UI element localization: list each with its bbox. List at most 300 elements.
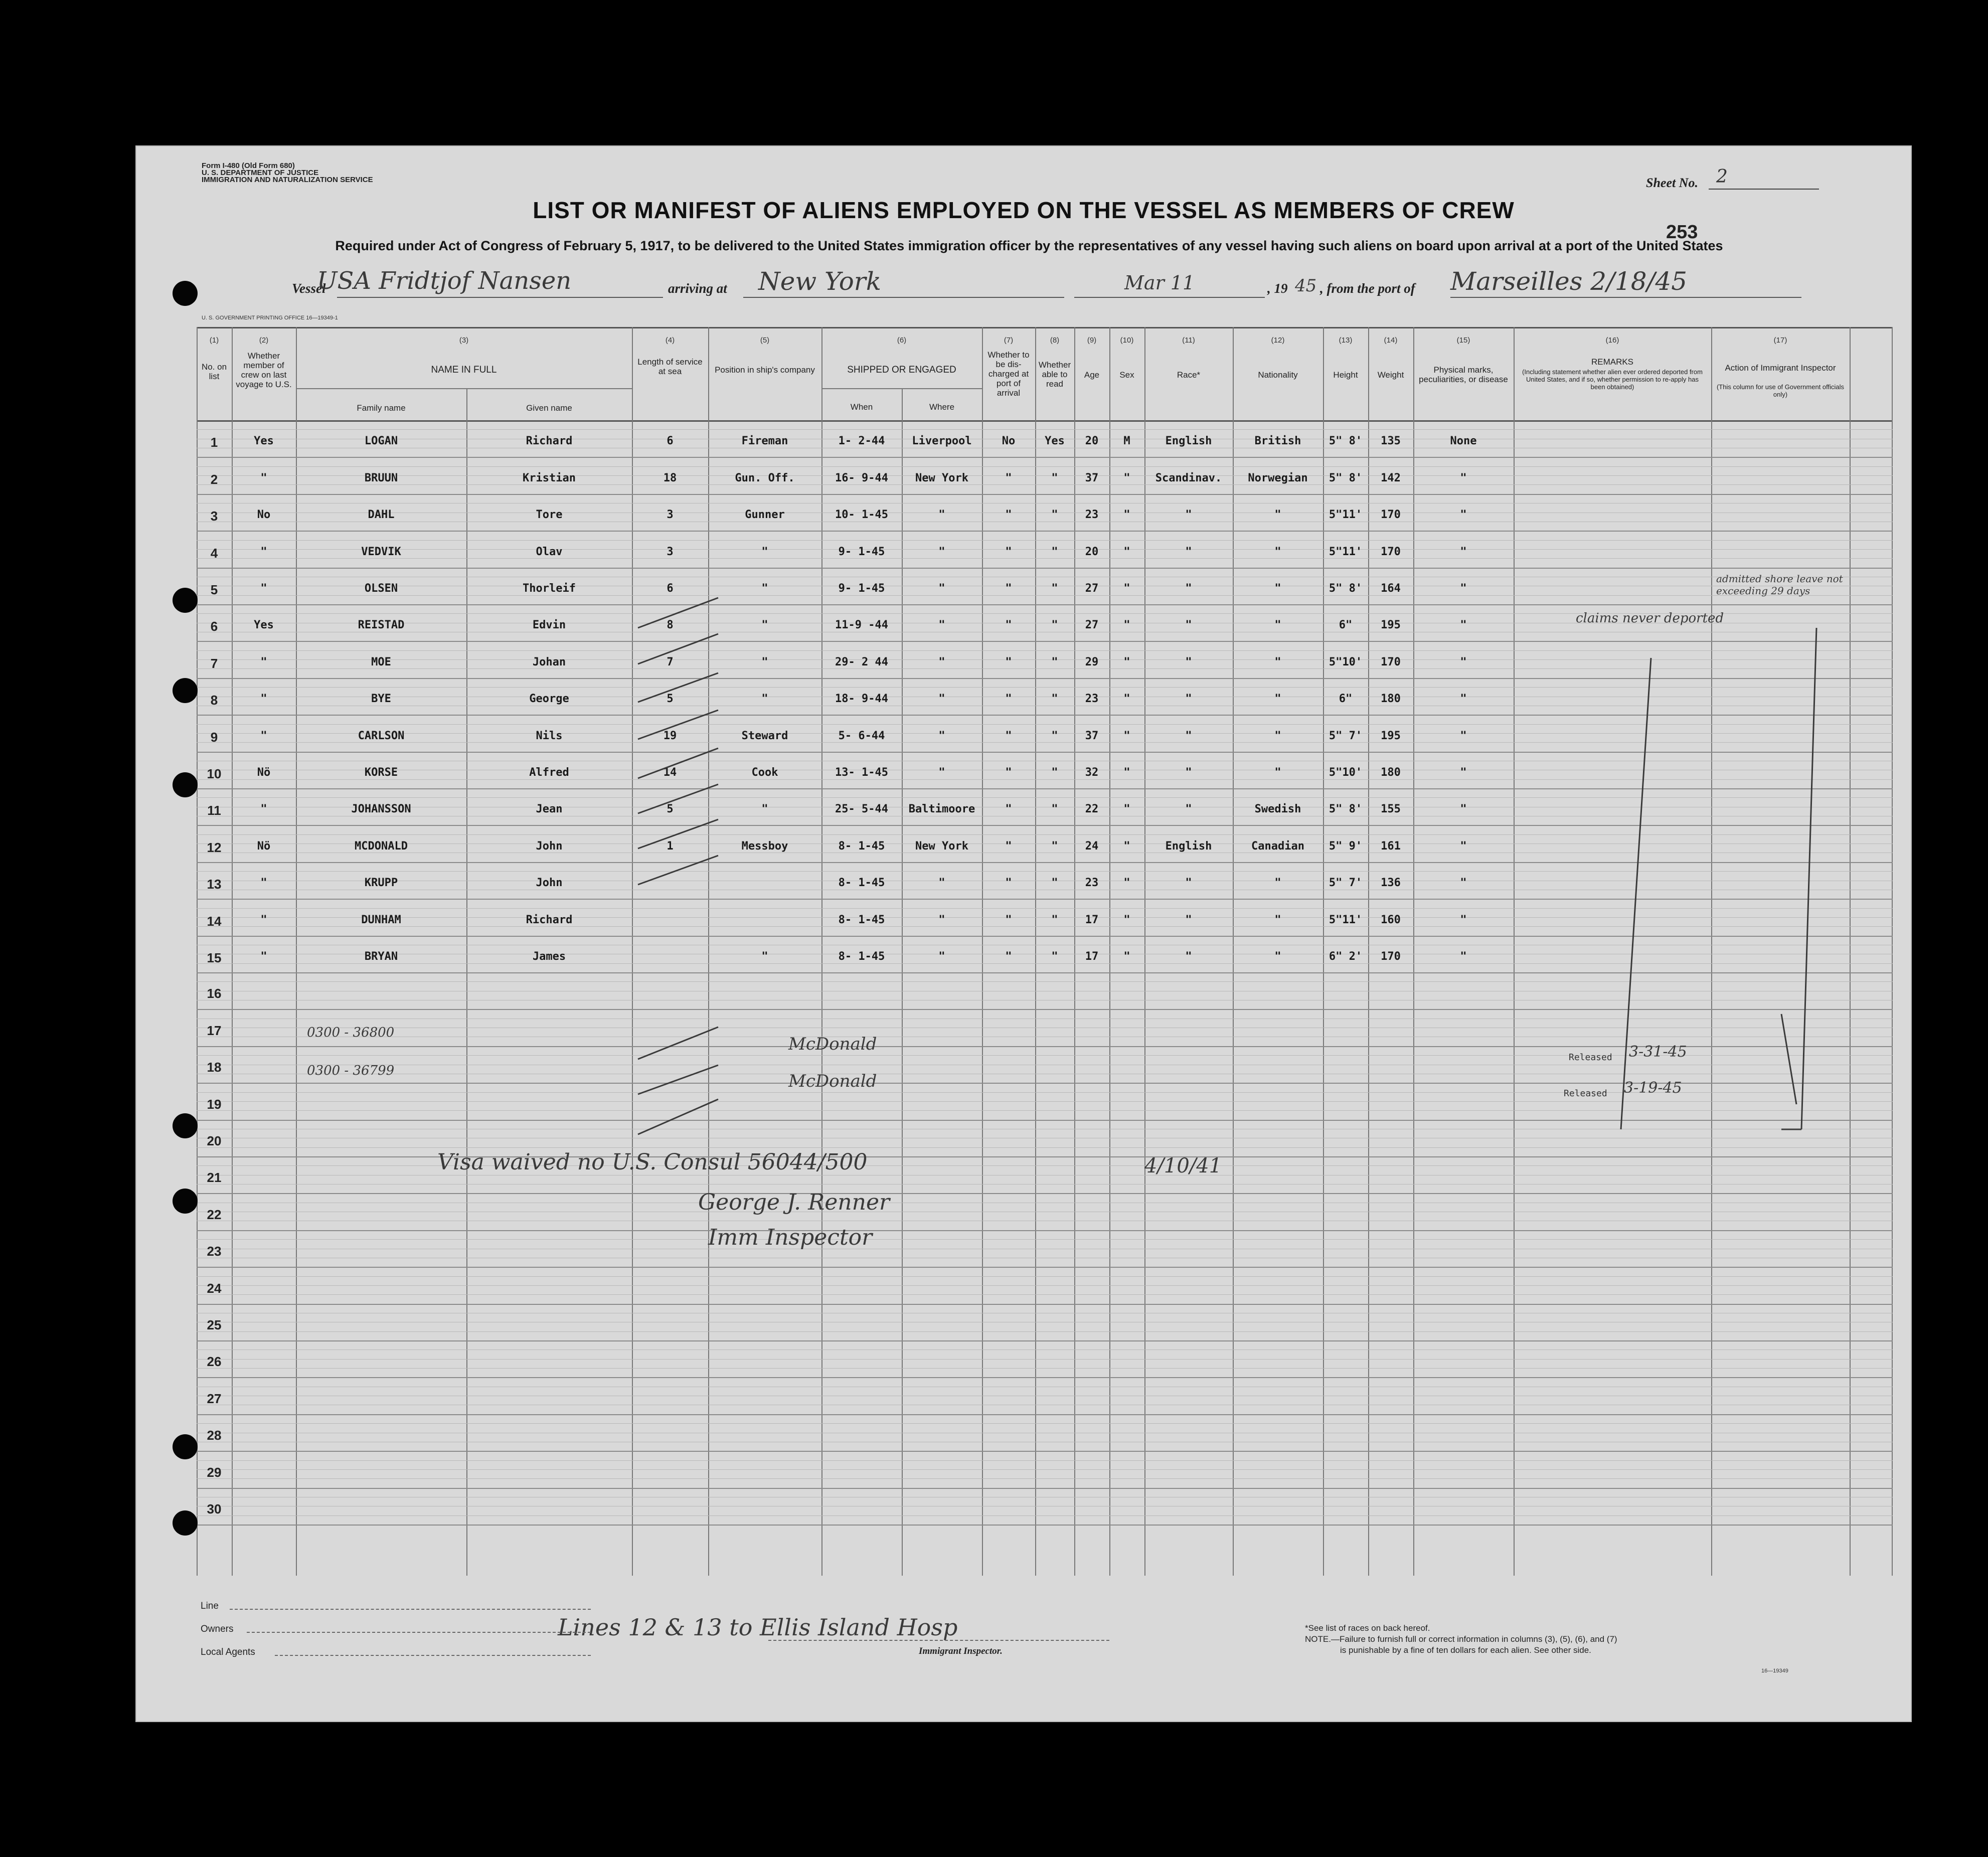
able-to-read: Yes [1045,435,1065,448]
length-of-service: 19 [663,729,677,742]
col-num: (5) [760,336,770,345]
vessel-label: Vessel [292,281,326,296]
header-sex: Sex [1119,370,1134,380]
age: 37 [1085,471,1099,484]
shipped-where: " [938,877,945,890]
header-remarks: REMARKS [1591,357,1634,367]
shipped-where: New York [915,471,968,484]
last-voyage: Nö [257,766,271,779]
nationality: " [1274,877,1281,890]
form-number: Form I-480 (Old Form 680) [202,161,295,170]
able-to-read: " [1051,545,1058,558]
col-num: (14) [1384,336,1398,345]
age: 17 [1085,913,1099,926]
row-number: 22 [207,1207,222,1222]
row-number: 1 [210,435,218,450]
given-name: Richard [526,435,573,448]
family-name: KRUPP [364,877,398,890]
age: 20 [1085,545,1099,558]
family-name: BRUUN [364,471,398,484]
family-name: REISTAD [358,619,405,632]
physical-marks: " [1460,729,1467,742]
shipped-where: Liverpool [912,435,972,448]
row-number: 7 [210,655,218,671]
row-number: 6 [210,619,218,634]
sex: " [1123,619,1130,632]
height: 5" 7' [1329,729,1363,742]
able-to-read: " [1051,619,1058,632]
physical-marks: " [1460,766,1467,779]
physical-marks: " [1460,913,1467,926]
col-num: (7) [1004,336,1014,345]
given-name: George [529,693,569,706]
last-voyage: No [257,509,271,522]
printing-office: U. S. GOVERNMENT PRINTING OFFICE 16—19349-1 [202,315,338,321]
col-num: (17) [1773,336,1787,345]
shipped-when: 8- 1-45 [838,877,885,890]
family-name: KORSE [364,766,398,779]
weight: 180 [1381,693,1401,706]
row-number: 11 [207,803,221,818]
punch-hole [173,772,198,797]
footer-agents-blank [275,1655,591,1656]
weight: 164 [1381,582,1401,595]
released-label-14: Released [1564,1088,1607,1099]
discharged: " [1005,693,1012,706]
shipped-where: " [938,729,945,742]
row-number: 14 [207,913,222,929]
race: " [1185,877,1192,890]
sex: " [1123,803,1130,816]
row-number: 13 [207,877,222,892]
pen-strokes [197,327,1893,1576]
header-name-in-full: NAME IN FULL [431,365,497,375]
length-of-service: 5 [667,803,674,816]
action-handwritten: admitted shore leave not exceeding 29 days [1716,573,1843,597]
service: IMMIGRATION AND NATURALIZATION SERVICE [202,176,373,184]
family-name: DAHL [368,509,395,522]
footer-inspector-label: Immigrant Inspector. [919,1646,1003,1656]
shipped-when: 8- 1-45 [838,839,885,853]
header-weight: Weight [1377,370,1404,380]
discharged: " [1005,545,1012,558]
header-where: Where [929,402,955,412]
given-name: John [536,877,563,890]
last-voyage: " [260,729,267,742]
col-num: (12) [1271,336,1285,345]
weight: 160 [1381,913,1401,926]
nationality: " [1274,913,1281,926]
row-number: 2 [210,471,218,487]
inspector-title: Imm Inspector [708,1225,873,1250]
row-number: 4 [210,545,218,561]
race: " [1185,509,1192,522]
family-name: MCDONALD [355,839,408,853]
physical-marks: " [1460,839,1467,853]
header-race: Race* [1177,370,1201,380]
punch-hole [173,1434,198,1459]
family-name: MOE [371,655,391,668]
weight: 180 [1381,766,1401,779]
col-num: (16) [1605,336,1619,345]
discharged: " [1005,839,1012,853]
able-to-read: " [1051,803,1058,816]
position: " [761,693,768,706]
nationality: Norwegian [1248,471,1308,484]
given-name: James [532,950,566,963]
header-no-on-list: No. on list [201,362,227,381]
header-family-name: Family name [357,403,406,413]
race: " [1185,655,1192,668]
last-voyage: " [260,471,267,484]
height: 6" [1339,619,1353,632]
race: English [1165,435,1212,448]
row-number: 8 [210,693,218,708]
height: 5" 7' [1329,877,1363,890]
shipped-when: 9- 1-45 [838,545,885,558]
weight: 161 [1381,839,1401,853]
shipped-where: " [938,766,945,779]
height: 5" 9' [1329,839,1363,853]
nationality: British [1254,435,1301,448]
row-number: 20 [207,1133,222,1148]
discharged: " [1005,766,1012,779]
position: " [761,803,768,816]
age: 22 [1085,803,1099,816]
shipped-when: 9- 1-45 [838,582,885,595]
shipped-when: 10- 1-45 [835,509,888,522]
row-number: 16 [207,986,222,1001]
col-num: (8) [1050,336,1060,345]
footer-line-blank [230,1609,591,1610]
given-name: Thorleif [523,582,576,595]
position: " [761,950,768,963]
physical-marks: " [1460,582,1467,595]
able-to-read: " [1051,582,1058,595]
shipped-where: New York [915,839,968,853]
punch-hole [173,1113,198,1138]
footer-agents-label: Local Agents [201,1647,255,1657]
year-label: , 19 [1267,281,1288,296]
header-able-to-read: Whether able to read [1038,360,1071,389]
nationality: " [1274,729,1281,742]
weight: 155 [1381,803,1401,816]
header-shipped-engaged: SHIPPED OR ENGAGED [847,365,956,375]
physical-marks: " [1460,655,1467,668]
discharged: " [1005,950,1012,963]
shipped-when: 11-9 -44 [835,619,888,632]
inspector-signature: George J. Renner [698,1190,890,1215]
visa-date: 4/10/41 [1144,1154,1222,1177]
row-number: 5 [210,582,218,597]
physical-marks: " [1460,545,1467,558]
row-number: 21 [207,1170,222,1186]
race: " [1185,582,1192,595]
shipped-when: 29- 2 44 [835,655,888,668]
vessel-name: USA Fridtjof Nansen [317,267,572,295]
length-of-service: 8 [667,619,674,632]
row-number: 28 [207,1428,222,1443]
family-name: VEDVIK [361,545,401,558]
row-number: 26 [207,1354,222,1370]
row-number: 30 [207,1501,222,1516]
given-name: Johan [532,655,566,668]
row-number: 3 [210,509,218,524]
given-name: Richard [526,913,573,926]
able-to-read: " [1051,839,1058,853]
row-number: 23 [207,1244,222,1259]
position: " [761,545,768,558]
family-name: OLSEN [364,582,398,595]
row-number: 18 [207,1060,222,1075]
race: English [1165,839,1212,853]
height: 5" 8' [1329,435,1363,448]
shipped-where: " [938,619,945,632]
header-nationality: Nationality [1258,370,1298,380]
given-name: Nils [536,729,563,742]
sex: " [1123,877,1130,890]
weight: 135 [1381,435,1401,448]
age: 23 [1085,693,1099,706]
height: 5"10' [1329,655,1363,668]
remark-handwritten: claims never deported [1576,611,1724,626]
footer-owners-blank [247,1632,591,1633]
given-name: Alfred [529,766,569,779]
age: 32 [1085,766,1099,779]
arriving-label: arriving at [668,281,727,296]
discharged: " [1005,582,1012,595]
shipped-when: 8- 1-45 [838,913,885,926]
last-voyage: " [260,950,267,963]
nationality: " [1274,655,1281,668]
physical-marks: None [1450,435,1477,448]
nationality: " [1274,509,1281,522]
discharged: " [1005,655,1012,668]
height: 5" 8' [1329,803,1363,816]
height: 5" 8' [1329,471,1363,484]
released-date-13: 3-31-45 [1629,1043,1687,1061]
weight: 142 [1381,471,1401,484]
sex: " [1123,582,1130,595]
last-voyage: " [260,913,267,926]
length-of-service: 3 [667,509,674,522]
arriving-at: New York [758,267,881,296]
punch-hole [173,588,198,613]
race: " [1185,545,1192,558]
row-number: 9 [210,729,218,745]
sex: " [1123,729,1130,742]
footer-line-label: Line [201,1601,219,1611]
shipped-where: " [938,913,945,926]
race: " [1185,913,1192,926]
able-to-read: " [1051,693,1058,706]
footer-note-1: NOTE.—Failure to furnish full or correct information in columns (3), (5), (6), and (7) [1305,1634,1617,1644]
from-port: Marseilles 2/18/45 [1450,267,1688,296]
given-name: Tore [536,509,563,522]
sex: " [1123,655,1130,668]
nationality: Canadian [1251,839,1304,853]
mcdonald-13: McDonald [788,1034,877,1054]
bottom-handwritten-note: Lines 12 & 13 to Ellis Island Hosp [558,1614,958,1641]
header-given-name: Given name [526,403,572,413]
family-name: DUNHAM [361,913,401,926]
shipped-where: Baltimoore [908,803,975,816]
header-age: Age [1084,370,1100,380]
height: 5"11' [1329,913,1363,926]
given-name: Kristian [523,471,576,484]
races-note: *See list of races on back hereof. [1305,1623,1430,1633]
physical-marks: " [1460,693,1467,706]
row-number: 12 [207,839,222,855]
nationality: " [1274,545,1281,558]
sex: M [1123,435,1130,448]
header-remarks-sub: (Including statement whether alien ever ordered deported from United States, and if so, whether permission to re-apply has been obtained) [1522,368,1703,391]
able-to-read: " [1051,877,1058,890]
col-num: (3) [459,336,469,345]
department: U. S. DEPARTMENT OF JUSTICE [202,168,319,177]
position: " [761,655,768,668]
row-number: 15 [207,950,222,965]
able-to-read: " [1051,766,1058,779]
able-to-read: " [1051,471,1058,484]
page-number: 253 [1666,222,1698,243]
last-voyage: " [260,693,267,706]
given-name: Jean [536,803,563,816]
length-of-service: 18 [663,471,677,484]
discharged: " [1005,729,1012,742]
length-of-service: 6 [667,435,674,448]
race: " [1185,803,1192,816]
race: " [1185,950,1192,963]
age: 37 [1085,729,1099,742]
last-voyage: " [260,877,267,890]
header-discharged: Whether to be dis-charged at port of arrival [987,350,1030,398]
physical-marks: " [1460,950,1467,963]
row-number: 24 [207,1280,222,1296]
date-line [1074,297,1265,298]
punch-hole [173,678,198,703]
arrival-date: Mar 11 [1124,272,1195,294]
from-port-label: , from the port of [1320,281,1415,296]
height: 6" 2' [1329,950,1363,963]
able-to-read: " [1051,655,1058,668]
last-voyage: " [260,803,267,816]
last-voyage: " [260,655,267,668]
length-of-service: 3 [667,545,674,558]
last-voyage: Nö [257,839,271,853]
position: Gunner [745,509,785,522]
weight: 136 [1381,877,1401,890]
physical-marks: " [1460,619,1467,632]
position: " [761,582,768,595]
race: " [1185,693,1192,706]
col-num: (9) [1087,336,1097,345]
shipped-where: " [938,655,945,668]
height: 5"11' [1329,545,1363,558]
family-name: LOGAN [364,435,398,448]
row-number: 19 [207,1096,222,1112]
shipped-where: " [938,693,945,706]
shipped-where: " [938,950,945,963]
mcdonald-14: McDonald [788,1071,877,1091]
col-num: (6) [897,336,907,345]
header-last-voyage: Whether member of crew on last voyage to U.S. [236,351,292,389]
race: " [1185,729,1192,742]
released-label-13: Released [1569,1052,1612,1063]
discharged: " [1005,913,1012,926]
weight: 170 [1381,509,1401,522]
length-of-service: 7 [667,655,674,668]
footer-owners-label: Owners [201,1624,234,1634]
height: 5" 8' [1329,582,1363,595]
discharged: " [1005,803,1012,816]
col-num: (10) [1120,336,1134,345]
position: Messboy [741,839,788,853]
row-number: 10 [207,766,222,781]
arrival-year: 45 [1295,276,1317,296]
punch-hole [173,281,198,306]
header-position: Position in ship's company [715,365,815,375]
header-when: When [850,402,873,412]
sex: " [1123,913,1130,926]
position: " [761,619,768,632]
family-name: CARLSON [358,729,405,742]
discharged: " [1005,619,1012,632]
weight: 195 [1381,729,1401,742]
released-date-14: 3-19-45 [1624,1079,1682,1097]
shipped-when: 13- 1-45 [835,766,888,779]
race: " [1185,766,1192,779]
header-height: Height [1333,370,1358,380]
shipped-when: 5- 6-44 [838,729,885,742]
col-num: (4) [665,336,675,345]
position: Gun. Off. [735,471,795,484]
given-name: John [536,839,563,853]
shipped-when: 1- 2-44 [838,435,885,448]
shipped-where: " [938,582,945,595]
discharged: No [1002,435,1016,448]
sex: " [1123,766,1130,779]
col-num: (11) [1182,336,1195,345]
nationality: Swedish [1254,803,1301,816]
sheet-no-underline [1709,189,1819,190]
vessel-name-line [337,297,663,298]
position: Cook [751,766,778,779]
given-name: Edvin [532,619,566,632]
position: Steward [741,729,788,742]
shipped-where: " [938,545,945,558]
height: 6" [1339,693,1353,706]
discharged: " [1005,471,1012,484]
last-voyage: " [260,582,267,595]
col-num: (13) [1339,336,1353,345]
able-to-read: " [1051,950,1058,963]
weight: 195 [1381,619,1401,632]
row-number: 25 [207,1317,222,1332]
col-num: (15) [1456,336,1470,345]
length-of-service: 1 [667,839,674,853]
family-name: BYE [371,693,391,706]
age: 20 [1085,435,1099,448]
last-voyage: Yes [254,619,274,632]
cert-number-13: 0300 - 36800 [307,1025,395,1040]
row-number: 29 [207,1464,222,1480]
cert-number-14: 0300 - 36799 [307,1063,395,1078]
physical-marks: " [1460,471,1467,484]
family-name: BRYAN [364,950,398,963]
row-number: 27 [207,1391,222,1406]
discharged: " [1005,877,1012,890]
